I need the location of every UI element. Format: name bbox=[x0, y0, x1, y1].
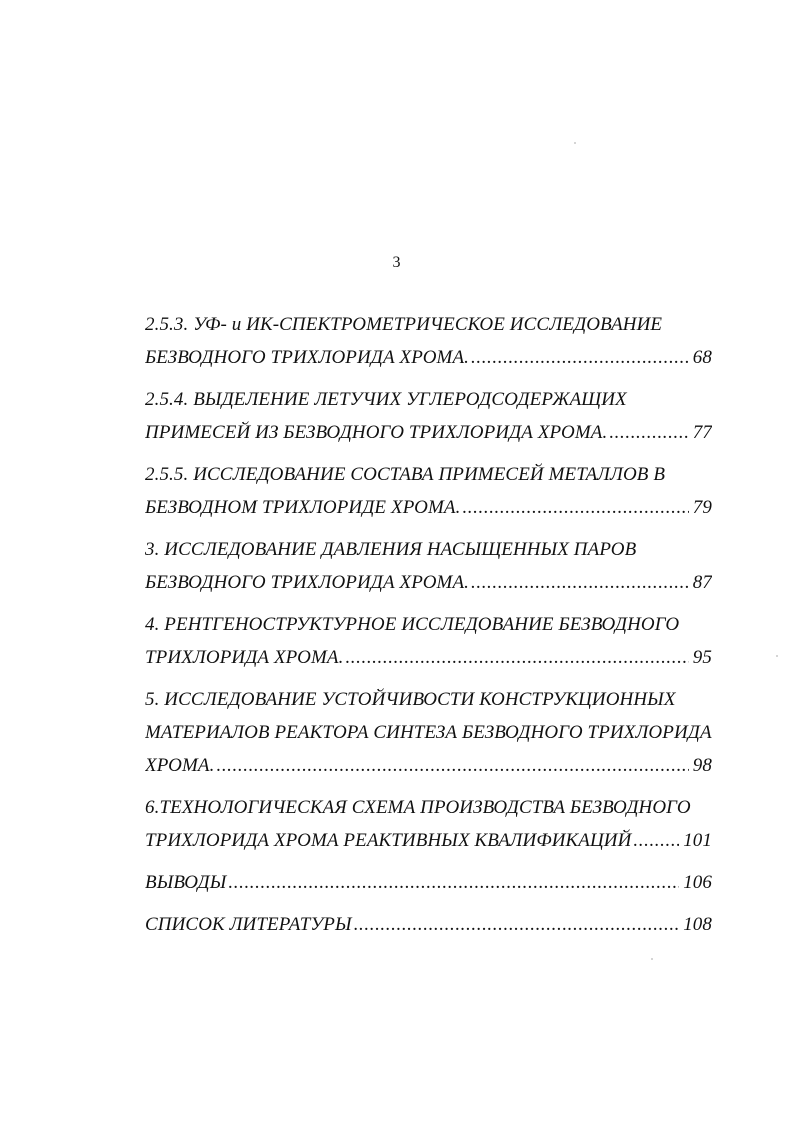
toc-entry-title-line: 2.5.3. УФ- и ИК-СПЕКТРОМЕТРИЧЕСКОЕ ИССЛЕДОВАНИЕ bbox=[145, 314, 663, 335]
toc-dot-leader bbox=[345, 641, 688, 674]
toc-page-number: 106 bbox=[683, 872, 712, 893]
toc-entry-title-line: 5. ИССЛЕДОВАНИЕ УСТОЙЧИВОСТИ КОНСТРУКЦИОННЫХ bbox=[145, 689, 676, 710]
toc-entry-text: ПРИМЕСЕЙ ИЗ БЕЗВОДНОГО ТРИХЛОРИДА ХРОМА. bbox=[145, 422, 608, 443]
toc-entry bbox=[145, 866, 712, 899]
toc-page-number: 98 bbox=[692, 755, 712, 776]
toc-page-number: 108 bbox=[683, 914, 712, 935]
toc-entry-last-line bbox=[145, 566, 712, 599]
toc-dot-leader bbox=[228, 866, 679, 899]
toc-entry-title-line: 3. ИССЛЕДОВАНИЕ ДАВЛЕНИЯ НАСЫЩЕННЫХ ПАРОВ bbox=[145, 539, 637, 560]
toc-entry-last-line bbox=[145, 491, 712, 524]
table-of-contents bbox=[145, 308, 712, 950]
toc-entry bbox=[145, 683, 712, 782]
toc-entry-text: ТРИХЛОРИДА ХРОМА. bbox=[145, 647, 344, 668]
toc-entry-title-line: 2.5.4. ВЫДЕЛЕНИЕ ЛЕТУЧИХ УГЛЕРОДСОДЕРЖАЩИХ bbox=[145, 389, 627, 410]
toc-entry-last-line bbox=[145, 908, 712, 941]
toc-entry-last-line bbox=[145, 641, 712, 674]
toc-page-number: 77 bbox=[692, 422, 712, 443]
toc-entry bbox=[145, 608, 712, 674]
toc-entry bbox=[145, 308, 712, 374]
toc-page-number: 87 bbox=[692, 572, 712, 593]
toc-entry-text: СПИСОК ЛИТЕРАТУРЫ bbox=[145, 914, 352, 935]
toc-entry-text: ХРОМА. bbox=[145, 755, 215, 776]
toc-entry bbox=[145, 383, 712, 449]
toc-entry-last-line bbox=[145, 416, 712, 449]
toc-dot-leader bbox=[633, 824, 679, 857]
scan-speck bbox=[651, 958, 653, 960]
toc-dot-leader bbox=[354, 908, 680, 941]
toc-dot-leader bbox=[471, 341, 689, 374]
toc-entry bbox=[145, 533, 712, 599]
toc-entry-last-line bbox=[145, 824, 712, 857]
toc-entry-last-line bbox=[145, 341, 712, 374]
toc-page-number: 95 bbox=[692, 647, 712, 668]
toc-entry-text: ТРИХЛОРИДА ХРОМА РЕАКТИВНЫХ КВАЛИФИКАЦИЙ bbox=[145, 830, 632, 851]
toc-page-number: 101 bbox=[683, 830, 712, 851]
toc-page-number: 79 bbox=[692, 497, 712, 518]
toc-entry-text: БЕЗВОДНОМ ТРИХЛОРИДЕ ХРОМА. bbox=[145, 497, 461, 518]
page-number: 3 bbox=[392, 254, 401, 271]
toc-entry bbox=[145, 458, 712, 524]
toc-entry bbox=[145, 908, 712, 941]
toc-dot-leader bbox=[216, 749, 688, 782]
scan-speck bbox=[776, 655, 778, 657]
toc-dot-leader bbox=[462, 491, 688, 524]
toc-entry-text: ВЫВОДЫ bbox=[145, 872, 227, 893]
toc-entry-text: БЕЗВОДНОГО ТРИХЛОРИДА ХРОМА. bbox=[145, 572, 469, 593]
toc-entry-text: БЕЗВОДНОГО ТРИХЛОРИДА ХРОМА. bbox=[145, 347, 469, 368]
toc-entry-title-line: 2.5.5. ИССЛЕДОВАНИЕ СОСТАВА ПРИМЕСЕЙ МЕТАЛЛОВ В bbox=[145, 464, 666, 485]
scan-speck bbox=[574, 142, 576, 144]
toc-entry-title-line: 6.ТЕХНОЛОГИЧЕСКАЯ СХЕМА ПРОИЗВОДСТВА БЕЗВОДНОГО bbox=[145, 797, 691, 818]
toc-dot-leader bbox=[609, 416, 688, 449]
toc-entry-last-line bbox=[145, 749, 712, 782]
toc-entry-title-line: МАТЕРИАЛОВ РЕАКТОРА СИНТЕЗА БЕЗВОДНОГО ТРИХЛОРИДА bbox=[145, 722, 712, 743]
toc-entry-last-line bbox=[145, 866, 712, 899]
toc-dot-leader bbox=[471, 566, 689, 599]
toc-page-number: 68 bbox=[692, 347, 712, 368]
toc-entry bbox=[145, 791, 712, 857]
toc-entry-title-line: 4. РЕНТГЕНОСТРУКТУРНОЕ ИССЛЕДОВАНИЕ БЕЗВОДНОГО bbox=[145, 614, 680, 635]
